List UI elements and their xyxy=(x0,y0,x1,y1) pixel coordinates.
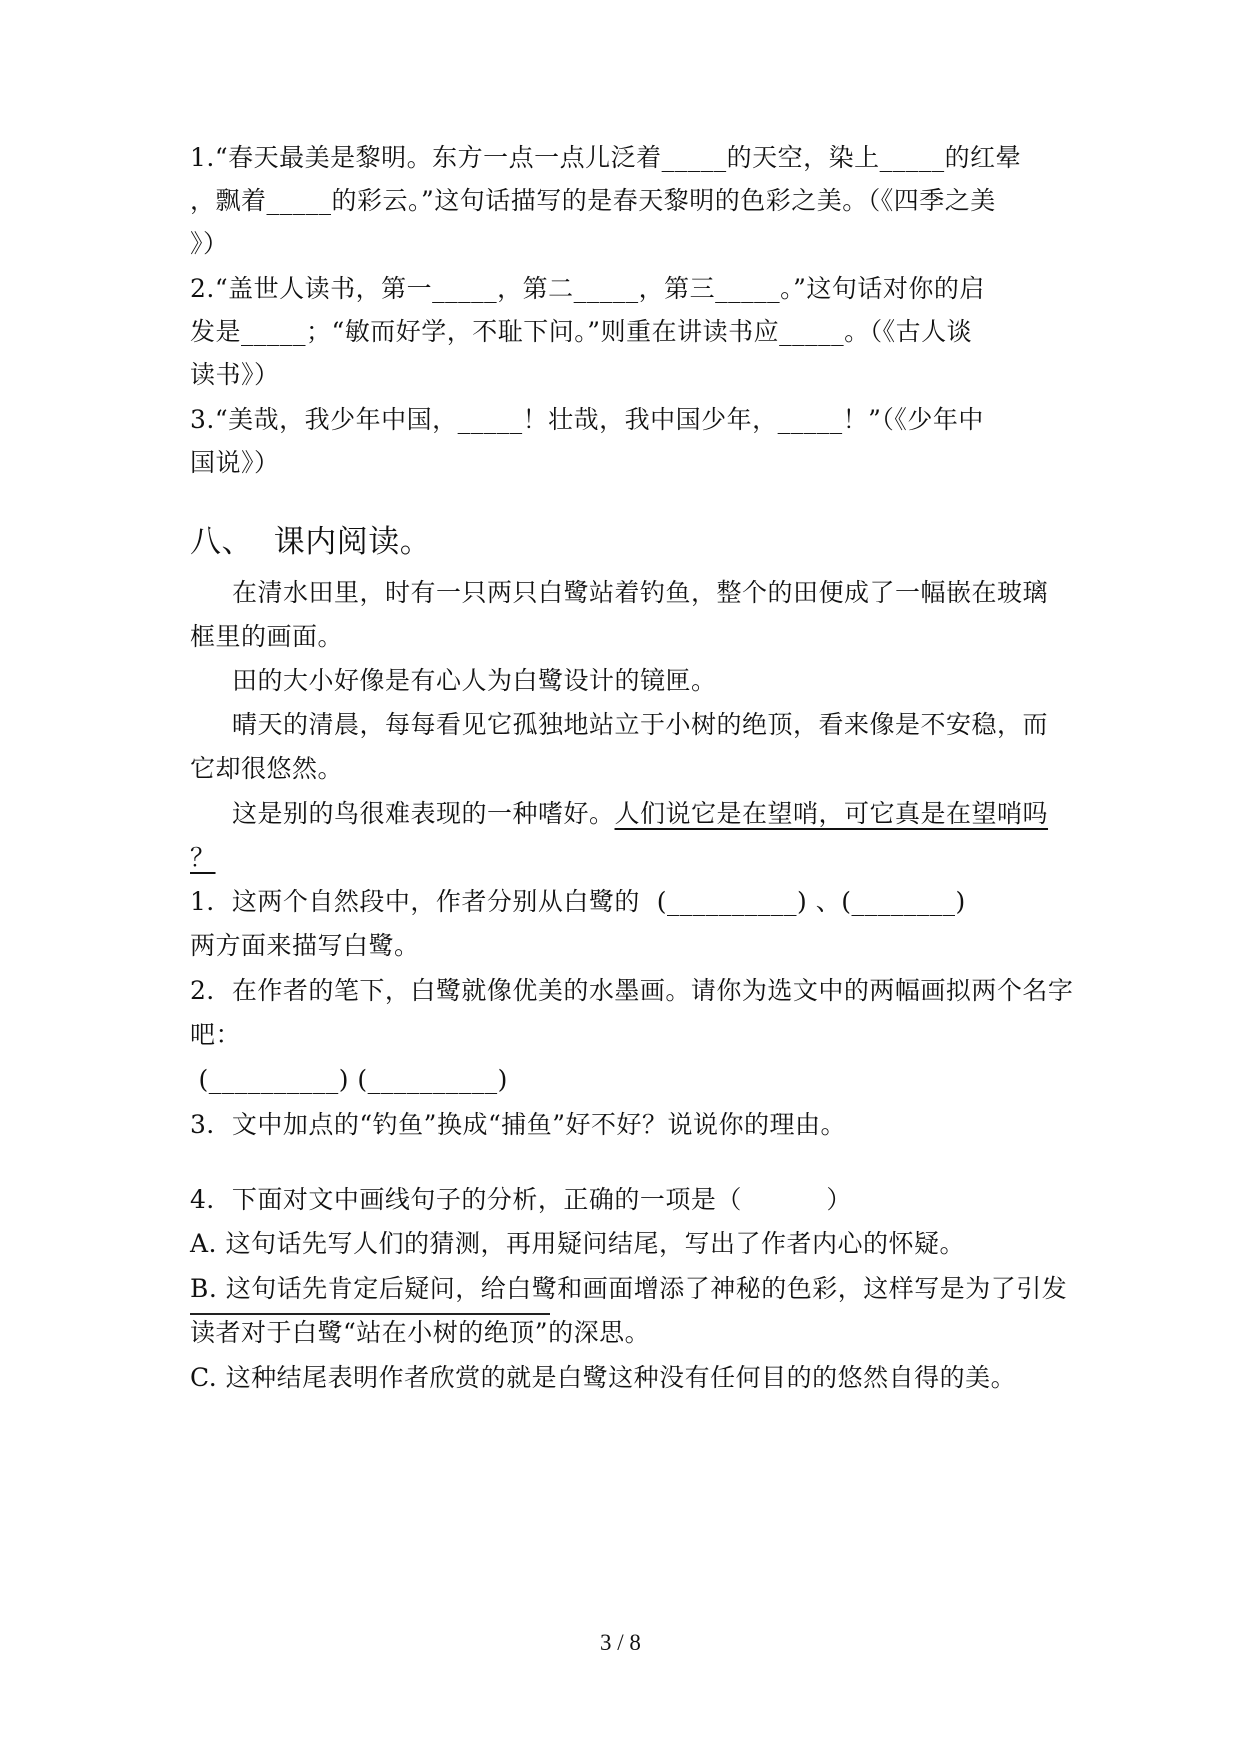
option-a: A. 这句话先写人们的猜测，再用疑问结尾，写出了作者内心的怀疑。 xyxy=(190,1229,965,1258)
s7-q1-line3: 》） xyxy=(190,229,229,258)
s7-q3-line1: 3.“美哉，我少年中国，_____！壮哉，我中国少年，_____！”（《少年中 xyxy=(190,405,984,434)
section-heading: 八、 课内阅读。 xyxy=(190,524,432,560)
option-b-line1: B. 这句话先肯定后疑问，给白鹭和画面增添了神秘的色彩，这样写是为了引发 xyxy=(190,1274,1068,1303)
page-number: 3 / 8 xyxy=(600,1630,641,1655)
s8-q2-line2: 吧： xyxy=(190,1020,242,1049)
underlined-sentence-end: ？ xyxy=(190,843,216,872)
passage-p1-line1: 在清水田里，时有一只两只白鹭站着钓鱼，整个的田便成了一幅嵌在玻璃 xyxy=(232,578,1049,607)
s8-q4-line1: 4．下面对文中画线句子的分析，正确的一项是（ ） xyxy=(190,1185,852,1214)
s7-q1-line2: ，飘着_____的彩云。”这句话描写的是春天黎明的色彩之美。（《四季之美 xyxy=(190,186,996,215)
passage-p1-line2: 框里的画面。 xyxy=(190,622,344,651)
passage-p3-line2: 它却很悠然。 xyxy=(190,754,344,783)
s7-q2-line1: 2.“盖世人读书，第一_____，第二_____，第三_____。”这句话对你的启 xyxy=(190,274,985,303)
s7-q3-line2: 国说》） xyxy=(190,448,280,477)
passage-p4-line2 xyxy=(190,841,1050,875)
passage-p2-line1: 田的大小好像是有心人为白鹭设计的镜匣。 xyxy=(232,666,717,695)
option-c: C. 这种结尾表明作者欣赏的就是白鹭这种没有任何目的的悠然自得的美。 xyxy=(190,1363,1017,1392)
s8-q2-line3: (__________) (__________) xyxy=(190,1065,508,1094)
s7-q2-line3: 读书》） xyxy=(190,360,280,389)
s7-q2-line2: 发是_____；“敏而好学，不耻下问。”则重在讲读书应_____。（《古人谈 xyxy=(190,317,973,346)
option-b-line2: 读者对于白鹭“站在小树的绝顶”的深思。 xyxy=(190,1318,651,1347)
s8-q2-line1: 2．在作者的笔下，白鹭就像优美的水墨画。请你为选文中的两幅画拟两个名字 xyxy=(190,976,1074,1005)
passage-p4-line1 xyxy=(232,797,1092,831)
answer-line xyxy=(190,1313,550,1315)
underlined-sentence: 人们说它是在望哨，可它真是在望哨吗 xyxy=(614,799,1049,828)
s8-q3-line1: 3．文中加点的“钓鱼”换成“捕鱼”好不好？说说你的理由。 xyxy=(190,1110,847,1139)
passage-p4-plain: 这是别的鸟很难表现的一种嗜好。 xyxy=(232,799,615,828)
passage-p3-line1: 晴天的清晨，每每看见它孤独地站立于小树的绝顶，看来像是不安稳，而 xyxy=(232,710,1049,739)
s7-q1-line1: 1.“春天最美是黎明。东方一点一点儿泛着_____的天空，染上_____的红晕 xyxy=(190,143,1022,172)
s8-q1-line1: 1．这两个自然段中，作者分别从白鹭的 (__________) 、(________) xyxy=(190,887,966,916)
s8-q1-line2: 两方面来描写白鹭。 xyxy=(190,931,420,960)
